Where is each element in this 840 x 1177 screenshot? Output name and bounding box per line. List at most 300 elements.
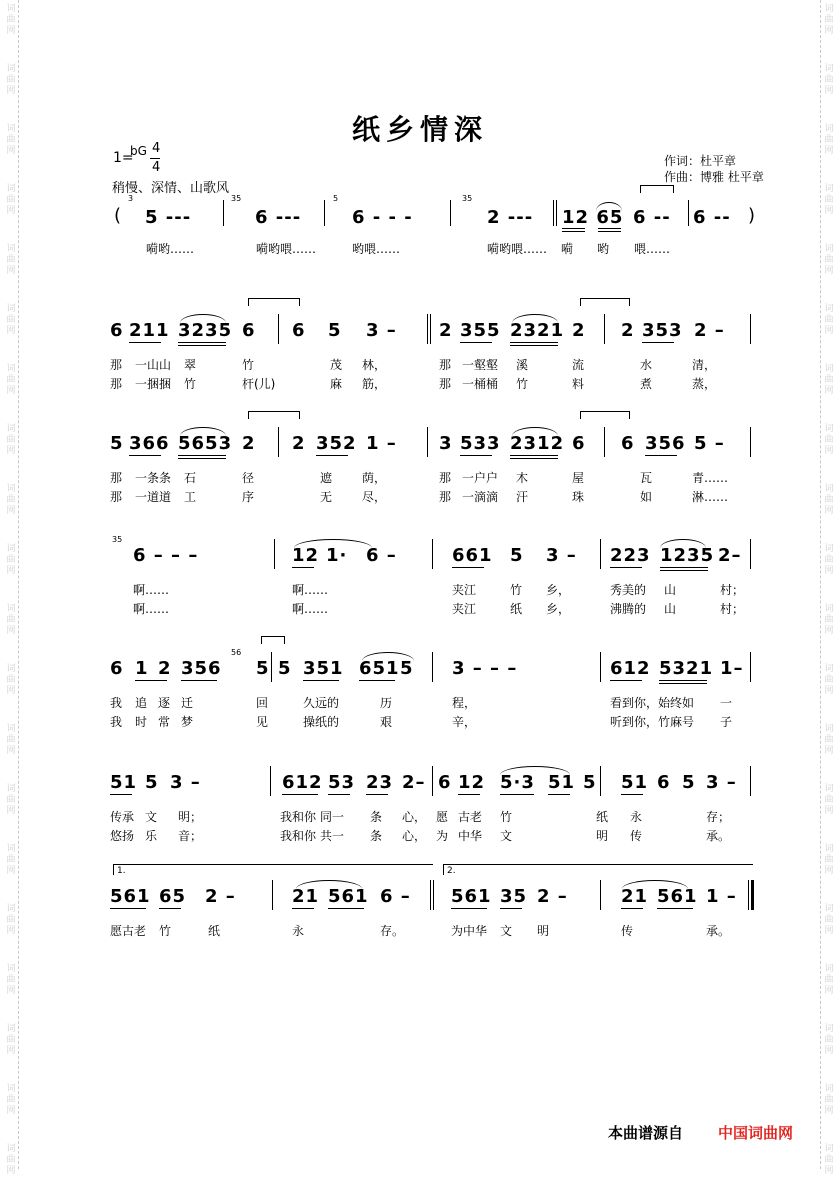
line1-lyric-verse1: 一山山 xyxy=(135,358,172,372)
watermark-text: 词 曲 网 xyxy=(824,844,834,876)
intro-paren-open: ( xyxy=(114,205,123,226)
line4-note: 612 xyxy=(610,658,651,679)
line2-lyric-verse1: 那 xyxy=(439,471,452,485)
line2-lyric-verse2: 那 xyxy=(439,490,452,504)
beam-underline xyxy=(181,680,217,681)
beam-underline xyxy=(129,342,161,343)
line5-note: 51 xyxy=(110,772,138,793)
beam-underline xyxy=(282,794,318,795)
line1-lyric-verse1: 清， xyxy=(692,358,717,372)
line2-lyric-verse1: 木 xyxy=(516,471,529,485)
line5-lyric-verse2: 悠扬 xyxy=(110,829,135,843)
intro-bar-3: 6 - - - xyxy=(352,207,413,228)
beam-underline xyxy=(178,345,226,346)
line3-note: 6 – xyxy=(366,545,397,566)
watermark-text: 词 曲 网 xyxy=(824,4,834,36)
line5-lyric-verse1: 愿 xyxy=(436,810,449,824)
watermark-text: 词 曲 网 xyxy=(6,1084,16,1116)
line1-note: 2 xyxy=(439,320,453,341)
line4-note: 2 xyxy=(158,658,172,679)
line5-note: 51 xyxy=(548,772,576,793)
line2-note: 356 xyxy=(645,433,686,454)
beam-underline xyxy=(303,680,339,681)
line6-note: 561 xyxy=(328,886,369,907)
line1-lyric-verse1: 那 xyxy=(439,358,452,372)
beam-underline xyxy=(366,794,388,795)
line5-lyric-verse1: 存； xyxy=(706,810,731,824)
line2-lyric-verse2: 一道道 xyxy=(135,490,172,504)
watermark-text: 词 曲 网 xyxy=(824,724,834,756)
watermark-text: 词 曲 网 xyxy=(824,664,834,696)
watermark-text: 词 曲 网 xyxy=(6,844,16,876)
watermark-text: 词 曲 网 xyxy=(6,544,16,576)
beam-underline xyxy=(328,794,350,795)
beam-underline xyxy=(292,908,314,909)
line3-lyric-verse2: 夹江 xyxy=(452,602,477,616)
slur-mark xyxy=(294,539,372,548)
line5-note: 612 xyxy=(282,772,323,793)
barline xyxy=(278,314,279,344)
intro-bar-6: 6 -- xyxy=(693,207,731,228)
line1-note: 3235 xyxy=(178,320,233,341)
line2-lyric-verse2: 汗 xyxy=(516,490,529,504)
line3-lyric-verse1: 啊…… xyxy=(292,583,329,597)
intro-grace-2: 35 xyxy=(231,194,242,203)
line5-lyric-verse2: 明 xyxy=(596,829,609,843)
slur-mark xyxy=(180,427,226,436)
slur-mark xyxy=(296,880,362,889)
line4-note: 5 xyxy=(400,658,414,679)
line1-lyric-verse1: 那 xyxy=(110,358,123,372)
line4-note: 1– xyxy=(720,658,744,679)
line3-note: 223 xyxy=(610,545,651,566)
watermark-text: 词 曲 网 xyxy=(6,604,16,636)
line3-lyric-verse2: 啊…… xyxy=(133,602,170,616)
line5-lyric-verse1: 传承 xyxy=(110,810,135,824)
barline xyxy=(604,427,605,457)
line1-note: 353 xyxy=(642,320,683,341)
line3-grace: 35 xyxy=(112,535,123,544)
beam-underline xyxy=(621,908,643,909)
beam-underline xyxy=(460,342,492,343)
line3-note: 5 xyxy=(510,545,524,566)
line5-note: 6 xyxy=(438,772,452,793)
line1-lyric-verse1: 翠 xyxy=(184,358,197,372)
slur-mark xyxy=(362,652,414,661)
barline xyxy=(271,652,272,682)
watermark-text: 词 曲 网 xyxy=(6,64,16,96)
slur-mark xyxy=(500,766,570,775)
line3-note: 3 – xyxy=(546,545,577,566)
watermark-text: 词 曲 网 xyxy=(6,904,16,936)
barline xyxy=(272,880,273,910)
intro-bar-2: 6 --- xyxy=(255,207,302,228)
line1-note: 6 xyxy=(110,320,124,341)
watermark-text: 词 曲 网 xyxy=(824,904,834,936)
line5-lyric-verse2: 心， xyxy=(402,829,427,843)
line6-lyric: 明 xyxy=(537,924,550,938)
watermark-text: 词 曲 网 xyxy=(6,304,16,336)
beam-underline xyxy=(178,455,226,456)
line2-note: 2 xyxy=(292,433,306,454)
watermark-text: 词 曲 网 xyxy=(824,1144,834,1176)
line3-lyric-verse1: 啊…… xyxy=(133,583,170,597)
beam-underline xyxy=(452,567,484,568)
line6-note: 2 – xyxy=(205,886,236,907)
line5-note: 5·3 xyxy=(500,772,535,793)
volta-first-ending: 1. xyxy=(113,864,433,875)
triplet-bracket xyxy=(580,411,630,419)
watermark-text: 词 曲 网 xyxy=(824,64,834,96)
line1-lyric-verse1: 一壑壑 xyxy=(462,358,499,372)
line3-lyric-verse1: 秀美的 xyxy=(610,583,647,597)
barline xyxy=(750,652,751,682)
line4-lyric-verse1: 追 xyxy=(135,696,148,710)
line5-note: 12 xyxy=(458,772,486,793)
line3-lyric-verse1: 山 xyxy=(664,583,677,597)
line2-lyric-verse2: 那 xyxy=(110,490,123,504)
line4-lyric-verse1: 迁 xyxy=(181,696,194,710)
line4-note: 356 xyxy=(181,658,222,679)
beam-underline xyxy=(178,342,226,343)
line6-note: 561 xyxy=(657,886,698,907)
line3-lyric-verse2: 山 xyxy=(664,602,677,616)
beam-underline xyxy=(110,908,146,909)
line5-note: 53 xyxy=(328,772,356,793)
watermark-text: 词 曲 网 xyxy=(824,964,834,996)
barline xyxy=(430,880,431,910)
line1-note: 2 – xyxy=(694,320,725,341)
barline xyxy=(432,652,433,682)
line1-lyric-verse2: 蒸， xyxy=(692,377,717,391)
line6-lyric: 竹 xyxy=(159,924,172,938)
barline xyxy=(748,880,749,910)
barline xyxy=(427,427,428,457)
line2-lyric-verse2: 序 xyxy=(242,490,255,504)
intro-grace-4: 35 xyxy=(462,194,473,203)
line1-lyric-verse2: 麻 xyxy=(330,377,343,391)
line2-lyric-verse2: 无 xyxy=(320,490,333,504)
line3-note: 12 xyxy=(292,545,320,566)
slur-mark xyxy=(512,314,558,323)
line3-lyric-verse2: 啊…… xyxy=(292,602,329,616)
line4-lyric-verse1: 逐 xyxy=(158,696,171,710)
beam-underline xyxy=(292,567,314,568)
line1-lyric-verse2: 竹 xyxy=(184,377,197,391)
line1-lyric-verse2: 煮 xyxy=(640,377,653,391)
line2-lyric-verse2: 淋…… xyxy=(692,490,729,504)
beam-underline xyxy=(510,455,558,456)
intro-lyric: 嗬哟喂…… xyxy=(256,242,317,256)
beam-underline xyxy=(451,908,487,909)
line1-note: 6 xyxy=(292,320,306,341)
line5-note: 6 xyxy=(657,772,671,793)
time-signature-denominator: 4 xyxy=(152,160,161,175)
line1-lyric-verse2: 杆(儿) xyxy=(242,377,276,391)
barline xyxy=(274,539,275,569)
line1-note: 2 xyxy=(572,320,586,341)
barline xyxy=(750,539,751,569)
line3-note: 2– xyxy=(718,545,742,566)
triplet-bracket xyxy=(248,298,300,306)
line5-lyric-verse1: 心， xyxy=(402,810,427,824)
source-label: 本曲谱源自 xyxy=(608,1124,684,1142)
slur-mark xyxy=(660,539,706,548)
line2-lyric-verse1: 瓦 xyxy=(640,471,653,485)
intro-grace-1: 3 xyxy=(128,194,134,203)
line6-note: 65 xyxy=(159,886,187,907)
line1-note: 2321 xyxy=(510,320,565,341)
line2-note: 352 xyxy=(316,433,357,454)
beam-underline xyxy=(659,683,707,684)
intro-bar-5c: 6 -- xyxy=(633,207,671,228)
barline xyxy=(750,427,751,457)
line5-note: 5 xyxy=(682,772,696,793)
line6-lyric: 承。 xyxy=(706,924,731,938)
line2-note: 533 xyxy=(460,433,501,454)
watermark-text: 词 曲 网 xyxy=(824,364,834,396)
line3-note: 6 – – – xyxy=(133,545,199,566)
barline xyxy=(432,766,433,796)
beam-underline xyxy=(178,458,226,459)
composer-credit: 作曲：博雅 杜平章 xyxy=(664,170,764,184)
beam-underline xyxy=(110,794,132,795)
line4-lyric-verse2: 我 xyxy=(110,715,123,729)
line2-note: 366 xyxy=(129,433,170,454)
barline xyxy=(600,652,601,682)
line1-lyric-verse2: 一捆捆 xyxy=(135,377,172,391)
beam-underline xyxy=(610,680,642,681)
watermark-text: 词 曲 网 xyxy=(6,964,16,996)
line1-note: 6 xyxy=(242,320,256,341)
line2-lyric-verse1: 屋 xyxy=(572,471,585,485)
line4-note: 651 xyxy=(359,658,400,679)
line5-note: 2– xyxy=(402,772,426,793)
line5-lyric-verse2: 文 xyxy=(500,829,513,843)
line6-lyric: 永 xyxy=(292,924,305,938)
line1-note: 211 xyxy=(129,320,170,341)
line2-lyric-verse2: 工 xyxy=(184,490,197,504)
watermark-text: 词 曲 网 xyxy=(824,784,834,816)
line4-lyric-verse2: 子 xyxy=(720,715,733,729)
time-signature-numerator: 4 xyxy=(152,141,161,156)
line2-lyric-verse1: 一条条 xyxy=(135,471,172,485)
beam-underline xyxy=(660,570,708,571)
line6-lyric: 纸 xyxy=(208,924,221,938)
line6-note: 21 xyxy=(621,886,649,907)
watermark-text: 词 曲 网 xyxy=(824,484,834,516)
line1-lyric-verse2: 料 xyxy=(572,377,585,391)
beam-underline xyxy=(657,908,693,909)
line2-note: 5 xyxy=(110,433,124,454)
line5-note: 5 xyxy=(145,772,159,793)
line2-note: 3 xyxy=(439,433,453,454)
line3-lyric-verse2: 沸腾的 xyxy=(610,602,647,616)
slur-mark xyxy=(512,427,558,436)
line6-lyric: 文 xyxy=(500,924,513,938)
line4-lyric-verse1: 久远的 xyxy=(303,696,340,710)
barline xyxy=(751,880,754,910)
line4-lyric-verse2: 常 xyxy=(158,715,171,729)
line6-lyric: 传 xyxy=(621,924,634,938)
watermark-text: 词 曲 网 xyxy=(6,4,16,36)
line5-lyric-verse2: 承。 xyxy=(706,829,731,843)
line5-note: 3 – xyxy=(706,772,737,793)
watermark-text: 词 曲 网 xyxy=(6,484,16,516)
watermark-text: 词 曲 网 xyxy=(824,604,834,636)
barline xyxy=(432,539,433,569)
beam-underline xyxy=(642,342,674,343)
line1-note: 5 xyxy=(328,320,342,341)
line4-note: 6 xyxy=(110,658,124,679)
line5-note: 5 xyxy=(583,772,597,793)
line2-note: 6 xyxy=(572,433,586,454)
watermark-text: 词 曲 网 xyxy=(824,184,834,216)
line5-note: 51 xyxy=(621,772,649,793)
triplet-bracket xyxy=(261,636,285,644)
line5-note: 3 – xyxy=(170,772,201,793)
intro-lyric: 嗬哟喂…… xyxy=(487,242,548,256)
intro-lyric: 哟 xyxy=(597,242,610,256)
intro-lyric: 嗬哟…… xyxy=(146,242,195,256)
line3-lyric-verse2: 乡， xyxy=(546,602,571,616)
key-label: 1= xyxy=(113,150,134,166)
line6-note: 561 xyxy=(451,886,492,907)
line4-note: 3 – – – xyxy=(452,658,518,679)
volta-second-ending: 2. xyxy=(443,864,753,875)
line4-lyric-verse2: 时 xyxy=(135,715,148,729)
line4-lyric-verse1: 回 xyxy=(256,696,269,710)
watermark-text: 词 曲 网 xyxy=(6,1024,16,1056)
line5-lyric-verse1: 文 xyxy=(145,810,158,824)
line3-lyric-verse1: 乡， xyxy=(546,583,571,597)
beam-underline xyxy=(510,342,558,343)
line5-lyric-verse1: 我和你 xyxy=(280,810,317,824)
intro-bar-4: 2 --- xyxy=(487,207,534,228)
line2-lyric-verse1: 一户户 xyxy=(462,471,499,485)
line2-lyric-verse2: 珠 xyxy=(572,490,585,504)
line2-note: 2 xyxy=(242,433,256,454)
beam-underline xyxy=(660,567,708,568)
line4-lyric-verse1: 我 xyxy=(110,696,123,710)
watermark-text: 词 曲 网 xyxy=(824,1024,834,1056)
beam-underline xyxy=(500,794,534,795)
line4-lyric-verse2: 听到你，竹麻号 xyxy=(610,715,695,729)
line3-note: 1235 xyxy=(660,545,715,566)
barline xyxy=(270,766,271,796)
watermark-text: 词 曲 网 xyxy=(6,124,16,156)
line1-lyric-verse1: 竹 xyxy=(242,358,255,372)
line4-note: 351 xyxy=(303,658,344,679)
line2-lyric-verse1: 荫， xyxy=(362,471,387,485)
lyricist-credit: 作词：杜平章 xyxy=(664,154,737,168)
watermark-text: 词 曲 网 xyxy=(6,724,16,756)
line6-lyric: 存。 xyxy=(380,924,405,938)
line1-note: 2 xyxy=(621,320,635,341)
beam-underline xyxy=(510,458,558,459)
slur-mark xyxy=(180,314,226,323)
line2-note: 5653 xyxy=(178,433,233,454)
line4-note: 5 xyxy=(256,658,270,679)
barline xyxy=(750,766,751,796)
line2-note: 5 – xyxy=(694,433,725,454)
beam-underline xyxy=(135,680,167,681)
watermark-text: 词 曲 网 xyxy=(6,664,16,696)
line1-note: 355 xyxy=(460,320,501,341)
line6-note: 2 – xyxy=(537,886,568,907)
watermark-text: 词 曲 网 xyxy=(824,124,834,156)
line5-lyric-verse1: 竹 xyxy=(500,810,513,824)
line3-lyric-verse1: 村； xyxy=(720,583,745,597)
intro-lyric: 嗬 xyxy=(561,242,574,256)
barline xyxy=(750,314,751,344)
line4-lyric-verse2: 梦 xyxy=(181,715,194,729)
line5-lyric-verse2: 中华 xyxy=(458,829,483,843)
line6-lyric: 愿古老 xyxy=(110,924,147,938)
beam-underline xyxy=(458,794,480,795)
source-site-link[interactable]: 中国词曲网 xyxy=(718,1124,794,1142)
beam-underline xyxy=(328,908,364,909)
beam-underline xyxy=(316,455,348,456)
intro-paren-close: ) xyxy=(748,205,757,226)
line4-note: 5 xyxy=(278,658,292,679)
line5-lyric-verse1: 条 xyxy=(370,810,383,824)
line5-lyric-verse1: 同一 xyxy=(320,810,345,824)
line4-lyric-verse2: 辛， xyxy=(452,715,477,729)
tempo-marking: 稍慢、深情、山歌风 xyxy=(112,181,230,196)
line5-note: 23 xyxy=(366,772,394,793)
line4-lyric-verse2: 操纸的 xyxy=(303,715,340,729)
line5-lyric-verse1: 纸 xyxy=(596,810,609,824)
intro-lyric: 喂…… xyxy=(634,242,671,256)
line5-lyric-verse2: 条 xyxy=(370,829,383,843)
line6-note: 35 xyxy=(500,886,528,907)
beam-underline xyxy=(460,455,492,456)
line1-lyric-verse2: 那 xyxy=(439,377,452,391)
line4-lyric-verse1: 看到你，始终如 xyxy=(610,696,695,710)
line5-lyric-verse2: 共一 xyxy=(320,829,345,843)
line6-note: 561 xyxy=(110,886,151,907)
beam-underline xyxy=(659,680,707,681)
intro-bar-1: 5 --- xyxy=(145,207,192,228)
beam-underline xyxy=(129,455,161,456)
line1-lyric-verse1: 流 xyxy=(572,358,585,372)
line4-grace: 56 xyxy=(231,648,242,657)
line1-lyric-verse1: 水 xyxy=(640,358,653,372)
line5-lyric-verse2: 传 xyxy=(630,829,643,843)
watermark-text: 词 曲 网 xyxy=(6,364,16,396)
line5-lyric-verse2: 为 xyxy=(436,829,449,843)
line4-note: 5321 xyxy=(659,658,714,679)
line6-note: 6 – xyxy=(380,886,411,907)
intro-bar-5a: 12 65 xyxy=(562,207,624,228)
beam-underline xyxy=(159,908,181,909)
beam-underline xyxy=(510,345,558,346)
line2-lyric-verse1: 青…… xyxy=(692,471,729,485)
line6-note: 21 xyxy=(292,886,320,907)
line2-lyric-verse1: 径 xyxy=(242,471,255,485)
slur-mark xyxy=(622,880,688,889)
watermark-text: 词 曲 网 xyxy=(6,184,16,216)
barline xyxy=(433,880,434,910)
line1-lyric-verse2: 筋， xyxy=(362,377,387,391)
watermark-text: 词 曲 网 xyxy=(6,784,16,816)
beam-underline xyxy=(621,794,643,795)
barline xyxy=(600,880,601,910)
line4-lyric-verse2: 见 xyxy=(256,715,269,729)
line3-lyric-verse1: 夹江 xyxy=(452,583,477,597)
line4-lyric-verse1: 程， xyxy=(452,696,477,710)
